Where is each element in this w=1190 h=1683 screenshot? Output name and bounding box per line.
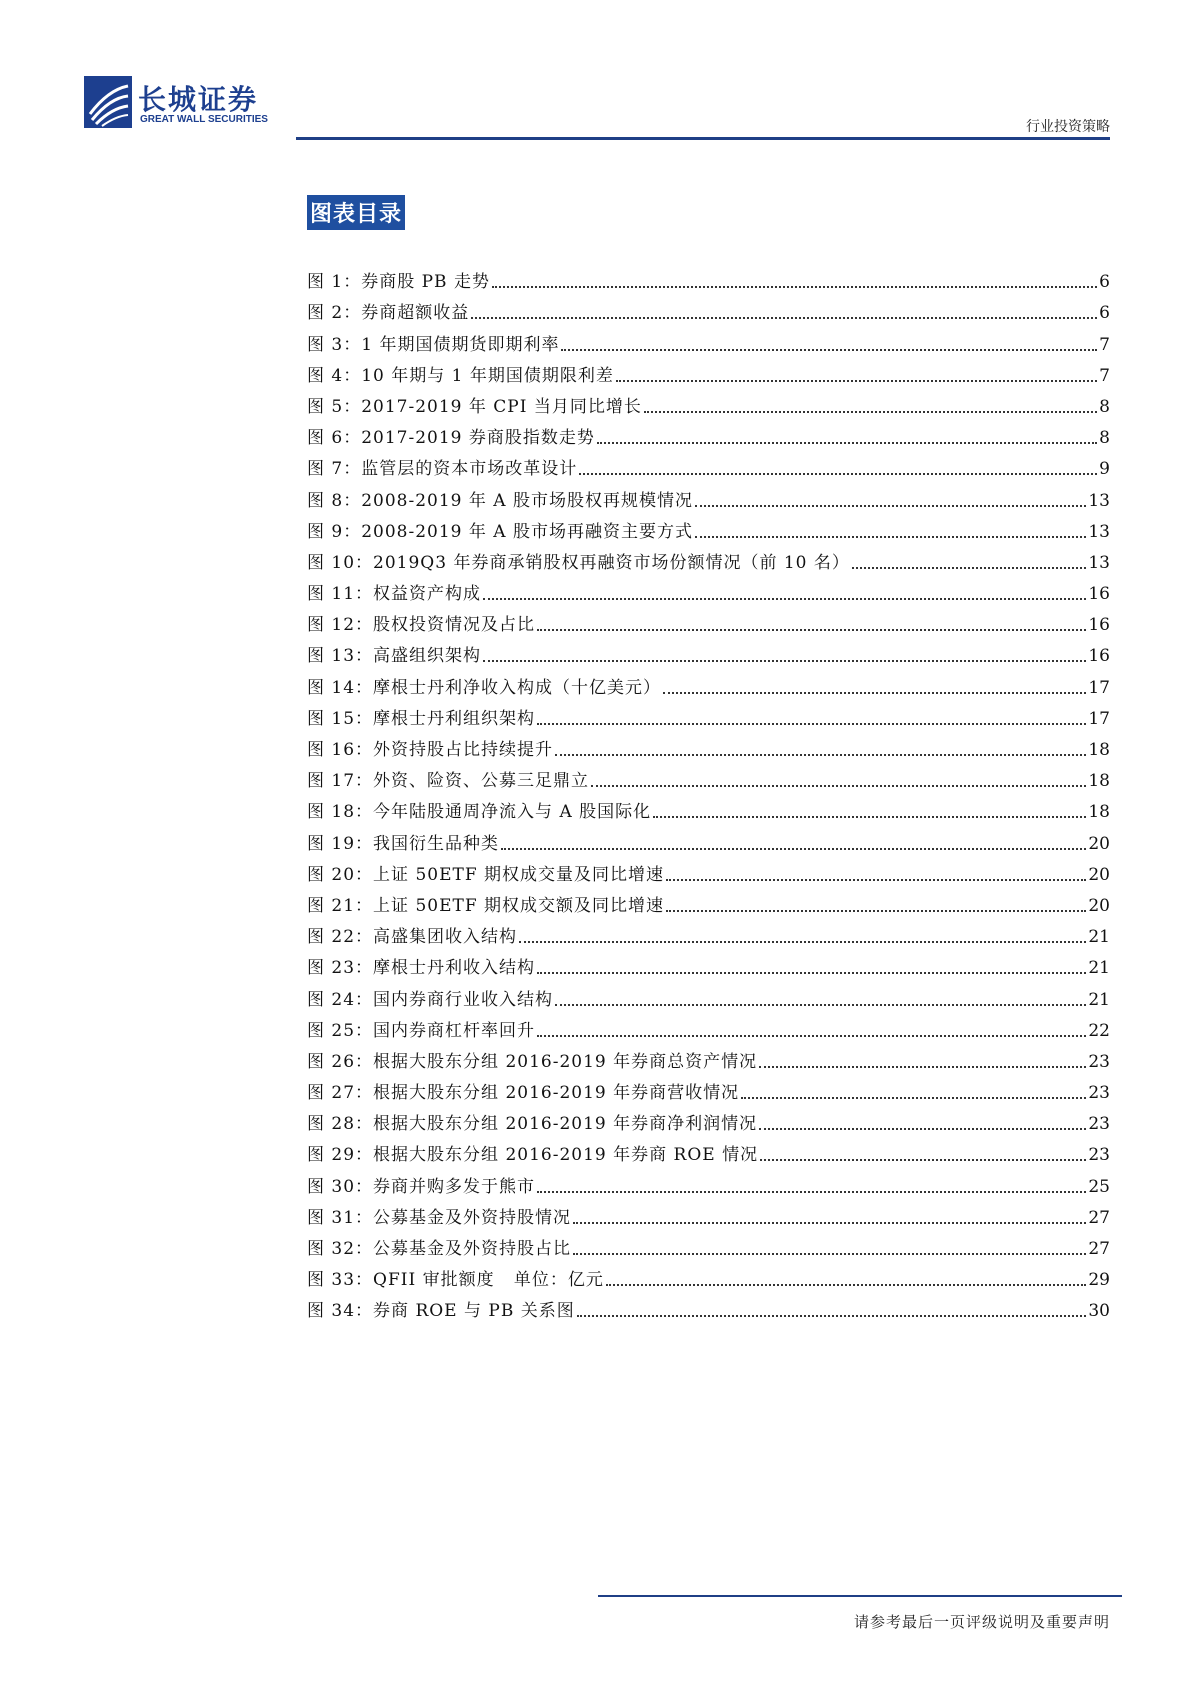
toc-dot-leader bbox=[644, 411, 1097, 413]
footer-divider bbox=[598, 1595, 1122, 1597]
toc-entry-label: 图 17：外资、险资、公募三足鼎立 bbox=[307, 771, 590, 792]
toc-dot-leader bbox=[597, 442, 1097, 444]
toc-entry-label: 图 13：高盛组织架构 bbox=[307, 646, 482, 667]
toc-entry-page: 7 bbox=[1099, 365, 1110, 386]
toc-entry-page: 9 bbox=[1099, 459, 1110, 480]
toc-dot-leader bbox=[483, 660, 1086, 662]
toc-dot-leader bbox=[573, 1222, 1086, 1224]
toc-dot-leader bbox=[653, 816, 1086, 818]
toc-entry-label: 图 20：上证 50ETF 期权成交量及同比增速 bbox=[307, 864, 665, 885]
toc-entry[interactable] bbox=[307, 417, 1110, 448]
toc-entry-label: 图 25：国内券商杠杆率回升 bbox=[307, 1020, 536, 1041]
toc-dot-leader bbox=[555, 1004, 1086, 1006]
toc-dot-leader bbox=[663, 692, 1086, 694]
toc-entry-label: 图 22：高盛集团收入结构 bbox=[307, 927, 518, 948]
toc-entry[interactable] bbox=[307, 666, 1110, 697]
toc-entry-page: 18 bbox=[1088, 771, 1110, 792]
toc-dot-leader bbox=[759, 1128, 1086, 1130]
toc-entry[interactable] bbox=[307, 1228, 1110, 1259]
toc-entry[interactable] bbox=[307, 729, 1110, 760]
toc-entry[interactable] bbox=[307, 604, 1110, 635]
toc-entry-page: 6 bbox=[1099, 272, 1110, 293]
toc-dot-leader bbox=[537, 1191, 1086, 1193]
toc-entry-page: 8 bbox=[1099, 428, 1110, 449]
toc-entry-label: 图 29：根据大股东分组 2016-2019 年券商 ROE 情况 bbox=[307, 1145, 759, 1166]
toc-entry-label: 图 15：摩根士丹利组织架构 bbox=[307, 708, 536, 729]
toc-entry-label: 图 10：2019Q3 年券商承销股权再融资市场份额情况（前 10 名） bbox=[307, 552, 850, 573]
toc-entry-page: 23 bbox=[1088, 1114, 1110, 1135]
footer-disclaimer: 请参考最后一页评级说明及重要声明 bbox=[853, 1613, 1110, 1631]
toc-entry-label: 图 21：上证 50ETF 期权成交额及同比增速 bbox=[307, 895, 665, 916]
toc-dot-leader bbox=[573, 1253, 1086, 1255]
toc-entry-label: 图 8：2008-2019 年 A 股市场股权再规模情况 bbox=[307, 490, 693, 511]
toc-dot-leader bbox=[537, 723, 1086, 725]
toc-entry[interactable] bbox=[307, 573, 1110, 604]
toc-dot-leader bbox=[519, 941, 1086, 943]
toc-dot-leader bbox=[492, 286, 1097, 288]
toc-entry-page: 16 bbox=[1088, 646, 1110, 667]
toc-entry-label: 图 26：根据大股东分组 2016-2019 年券商总资产情况 bbox=[307, 1051, 758, 1072]
toc-entry-label: 图 34：券商 ROE 与 PB 关系图 bbox=[307, 1301, 575, 1322]
company-logo bbox=[84, 76, 284, 128]
toc-dot-leader bbox=[760, 1159, 1086, 1161]
toc-dot-leader bbox=[561, 349, 1097, 351]
toc-entry-page: 17 bbox=[1088, 708, 1110, 729]
toc-dot-leader bbox=[555, 754, 1086, 756]
toc-dot-leader bbox=[606, 1284, 1087, 1286]
toc-entry-label: 图 32：公募基金及外资持股占比 bbox=[307, 1239, 572, 1259]
toc-entry-label: 图 14：摩根士丹利净收入构成（十亿美元） bbox=[307, 677, 662, 698]
toc-entry-page: 23 bbox=[1088, 1145, 1110, 1166]
toc-entry-label: 图 23：摩根士丹利收入结构 bbox=[307, 958, 536, 979]
great-wall-logo-icon bbox=[84, 76, 132, 128]
toc-entry[interactable] bbox=[307, 1072, 1110, 1103]
toc-entry-page: 21 bbox=[1088, 989, 1110, 1010]
toc-entry-label: 图 12：股权投资情况及占比 bbox=[307, 615, 536, 636]
toc-entry-page: 13 bbox=[1088, 490, 1110, 511]
toc-entry-label: 图 7：监管层的资本市场改革设计 bbox=[307, 459, 578, 480]
toc-entry-label: 图 33：QFII 审批额度 单位：亿元 bbox=[307, 1270, 604, 1291]
toc-entry-page: 25 bbox=[1088, 1176, 1110, 1197]
report-type: 行业投资策略 bbox=[1026, 119, 1110, 135]
toc-entry-page: 27 bbox=[1088, 1207, 1110, 1228]
toc-entry-label: 图 18：今年陆股通周净流入与 A 股国际化 bbox=[307, 802, 652, 823]
toc-entry[interactable] bbox=[307, 791, 1110, 822]
toc-entry-page: 22 bbox=[1088, 1020, 1110, 1041]
toc-dot-leader bbox=[695, 505, 1086, 507]
toc-entry[interactable] bbox=[307, 479, 1110, 510]
toc-entry[interactable] bbox=[307, 854, 1110, 885]
header-divider bbox=[296, 137, 1110, 140]
toc-entry-page: 18 bbox=[1088, 802, 1110, 823]
toc-dot-leader bbox=[501, 848, 1086, 850]
toc-entry[interactable] bbox=[307, 511, 1110, 542]
toc-entry-page: 18 bbox=[1088, 740, 1110, 760]
section-title: 图表目录 bbox=[307, 195, 405, 230]
toc-dot-leader bbox=[579, 473, 1097, 475]
toc-entry-label: 图 16：外资持股占比持续提升 bbox=[307, 740, 554, 760]
toc-entry[interactable] bbox=[307, 448, 1110, 479]
toc-dot-leader bbox=[471, 317, 1097, 319]
toc-entry-page: 29 bbox=[1088, 1270, 1110, 1291]
toc-entry[interactable] bbox=[307, 542, 1110, 573]
toc-entry-page: 23 bbox=[1088, 1083, 1110, 1104]
toc-dot-leader bbox=[852, 567, 1086, 569]
toc-entry-page: 20 bbox=[1088, 864, 1110, 885]
toc-entry[interactable] bbox=[307, 1259, 1110, 1290]
toc-entry-page: 16 bbox=[1088, 615, 1110, 636]
toc-dot-leader bbox=[591, 785, 1086, 787]
toc-entry[interactable] bbox=[307, 1010, 1110, 1041]
toc-entry-page: 6 bbox=[1099, 303, 1110, 324]
toc-entry-page: 20 bbox=[1088, 895, 1110, 916]
toc-entry[interactable] bbox=[307, 822, 1110, 853]
toc-dot-leader bbox=[759, 1066, 1086, 1068]
toc-entry[interactable] bbox=[307, 1041, 1110, 1072]
toc-entry-page: 30 bbox=[1088, 1301, 1110, 1322]
toc-entry-page: 17 bbox=[1088, 677, 1110, 698]
toc-entry[interactable] bbox=[307, 978, 1110, 1009]
toc-entry[interactable] bbox=[307, 760, 1110, 791]
toc-entry-label: 图 27：根据大股东分组 2016-2019 年券商营收情况 bbox=[307, 1083, 740, 1104]
toc-dot-leader bbox=[577, 1315, 1087, 1317]
toc-entry[interactable] bbox=[307, 1290, 1110, 1321]
toc-dot-leader bbox=[537, 972, 1086, 974]
toc-entry-page: 27 bbox=[1088, 1239, 1110, 1259]
toc-entry-label: 图 3：1 年期国债期货即期利率 bbox=[307, 334, 560, 355]
toc-entry-page: 21 bbox=[1088, 958, 1110, 979]
toc-dot-leader bbox=[616, 380, 1097, 382]
toc-entry-label: 图 1：券商股 PB 走势 bbox=[307, 272, 490, 293]
toc-entry[interactable] bbox=[307, 1103, 1110, 1134]
toc-entry[interactable] bbox=[307, 323, 1110, 354]
toc-entry-label: 图 11：权益资产构成 bbox=[307, 584, 482, 605]
logo-english-name: GREAT WALL SECURITIES bbox=[140, 114, 268, 125]
toc-dot-leader bbox=[695, 536, 1086, 538]
figure-toc-list bbox=[307, 261, 1110, 1321]
toc-entry-label: 图 5：2017-2019 年 CPI 当月同比增长 bbox=[307, 396, 642, 417]
toc-entry-label: 图 19：我国衍生品种类 bbox=[307, 833, 500, 854]
toc-entry-page: 20 bbox=[1088, 833, 1110, 854]
toc-entry-page: 23 bbox=[1088, 1051, 1110, 1072]
toc-dot-leader bbox=[537, 1035, 1086, 1037]
toc-entry-page: 16 bbox=[1088, 584, 1110, 605]
toc-entry[interactable] bbox=[307, 698, 1110, 729]
toc-entry-page: 7 bbox=[1099, 334, 1110, 355]
toc-entry[interactable] bbox=[307, 1197, 1110, 1228]
toc-entry-label: 图 9：2008-2019 年 A 股市场再融资主要方式 bbox=[307, 521, 693, 542]
toc-entry[interactable] bbox=[307, 355, 1110, 386]
toc-entry-label: 图 6：2017-2019 券商股指数走势 bbox=[307, 428, 595, 449]
toc-entry-page: 21 bbox=[1088, 927, 1110, 948]
toc-entry[interactable] bbox=[307, 947, 1110, 978]
toc-entry[interactable] bbox=[307, 916, 1110, 947]
toc-dot-leader bbox=[666, 910, 1086, 912]
toc-dot-leader bbox=[537, 629, 1086, 631]
toc-entry[interactable] bbox=[307, 885, 1110, 916]
toc-entry-page: 8 bbox=[1099, 396, 1110, 417]
toc-entry[interactable] bbox=[307, 1165, 1110, 1196]
toc-entry[interactable] bbox=[307, 1134, 1110, 1165]
toc-entry-label: 图 2：券商超额收益 bbox=[307, 303, 470, 324]
toc-entry[interactable] bbox=[307, 261, 1110, 292]
logo-chinese-name: 长城证券 bbox=[138, 83, 259, 116]
toc-dot-leader bbox=[741, 1097, 1086, 1099]
toc-entry-label: 图 28：根据大股东分组 2016-2019 年券商净利润情况 bbox=[307, 1114, 758, 1135]
toc-entry-label: 图 30：券商并购多发于熊市 bbox=[307, 1176, 536, 1197]
toc-entry-label: 图 24：国内券商行业收入结构 bbox=[307, 989, 554, 1010]
toc-entry-page: 13 bbox=[1088, 521, 1110, 542]
toc-dot-leader bbox=[666, 879, 1086, 881]
toc-entry[interactable] bbox=[307, 386, 1110, 417]
toc-entry[interactable] bbox=[307, 292, 1110, 323]
toc-entry[interactable] bbox=[307, 635, 1110, 666]
toc-entry-label: 图 4：10 年期与 1 年期国债期限利差 bbox=[307, 365, 614, 386]
toc-dot-leader bbox=[483, 598, 1086, 600]
toc-entry-label: 图 31：公募基金及外资持股情况 bbox=[307, 1207, 572, 1228]
toc-entry-page: 13 bbox=[1088, 552, 1110, 573]
